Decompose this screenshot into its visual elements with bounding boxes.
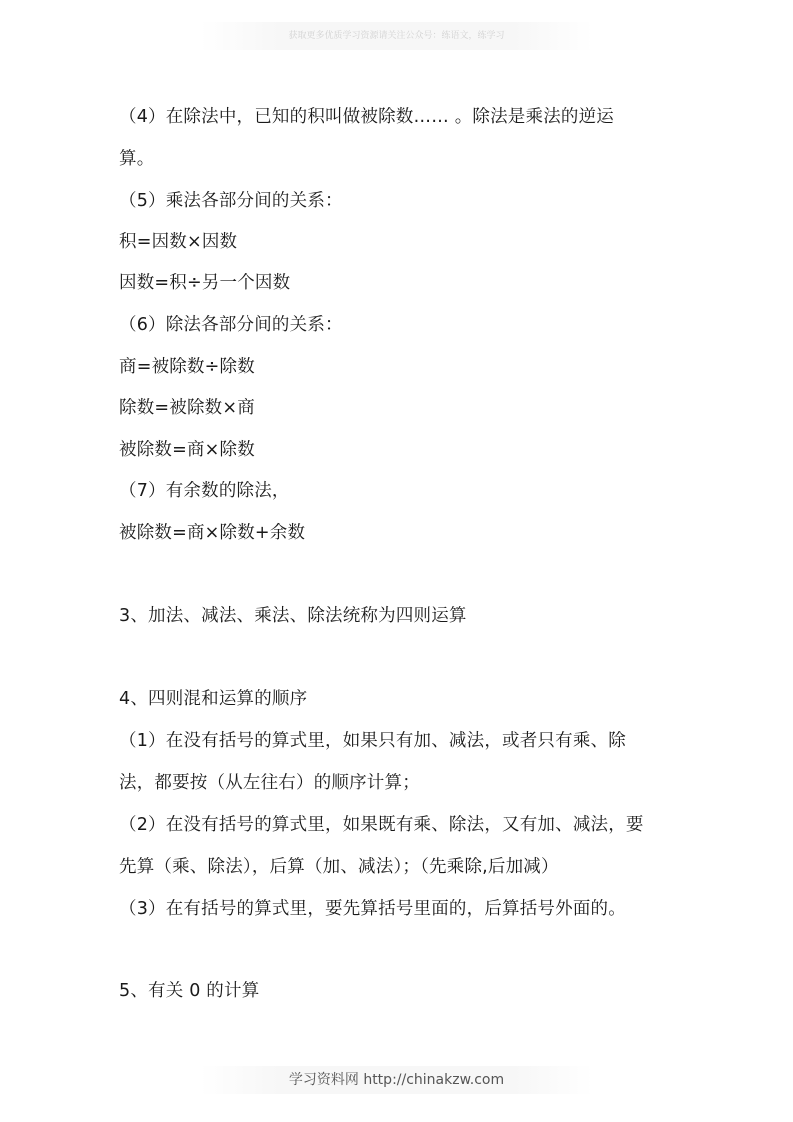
footer-source: 学习资料网 http://chinakzw.com [200, 1066, 593, 1094]
text-line: 算。 [119, 149, 155, 169]
formula-line: 被除数=商×除数+余数 [119, 523, 306, 543]
text-line: （4）在除法中，已知的积叫做被除数…… 。除法是乘法的逆运 [119, 107, 614, 127]
text-line: 先算（乘、除法），后算（加、减法）；（先乘除,后加减） [119, 857, 559, 877]
text-line: （7）有余数的除法， [119, 481, 290, 501]
section-heading: 5、有关 0 的计算 [119, 981, 260, 1001]
header-watermark: 获取更多优质学习资源请关注公众号：练语文，练学习 [200, 22, 593, 50]
text-line: （5）乘法各部分间的关系： [119, 191, 343, 211]
section-heading: 4、四则混和运算的顺序 [119, 689, 308, 709]
text-line: （6）除法各部分间的关系： [119, 315, 343, 335]
text-line: （2）在没有括号的算式里，如果既有乘、除法，又有加、减法，要 [119, 815, 644, 835]
formula-line: 除数=被除数×商 [119, 398, 255, 418]
text-line: （1）在没有括号的算式里，如果只有加、减法，或者只有乘、除 [119, 731, 626, 751]
formula-line: 因数=积÷另一个因数 [119, 273, 291, 293]
formula-line: 商=被除数÷除数 [119, 357, 255, 377]
text-line: 法，都要按（从左往右）的顺序计算； [119, 773, 420, 793]
formula-line: 积=因数×因数 [119, 232, 238, 252]
section-heading: 3、加法、减法、乘法、除法统称为四则运算 [119, 606, 467, 626]
formula-line: 被除数=商×除数 [119, 440, 255, 460]
text-line: （3）在有括号的算式里，要先算括号里面的，后算括号外面的。 [119, 899, 626, 919]
